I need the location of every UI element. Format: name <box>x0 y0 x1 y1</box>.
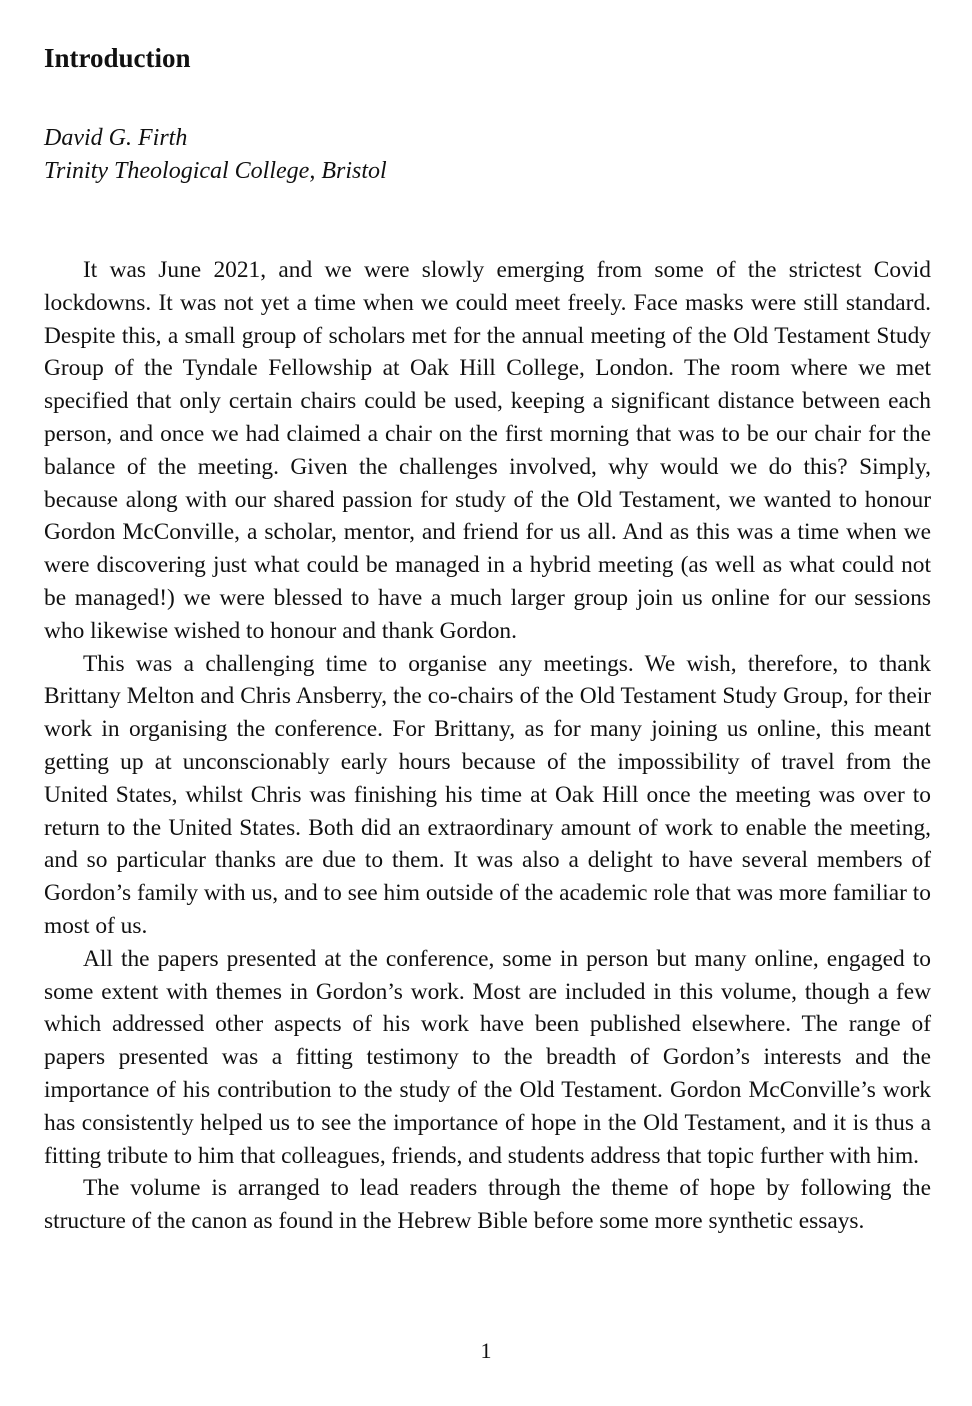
body-text <box>44 254 931 1238</box>
paragraph: All the papers presented at the conference, some in person but many online, engaged to some extent with themes in Gordon’s work. Most are included in this volume, though a few which addressed other aspects of his work have been published elsewhere. The range of papers presented was a fitting testimony to the breadth of Gordon’s interests and the importance of his contribution to the study of the Old Testament. Gordon McConville’s work has consistently helped us to see the importance of hope in the Old Testament, and it is thus a fitting tribute to him that colleagues, friends, and students address that topic further with him. <box>44 945 931 1169</box>
author-name: David G. Firth <box>44 125 188 151</box>
chapter-title: Introduction <box>44 43 191 73</box>
author-affiliation: Trinity Theological College, Bristol <box>44 158 387 184</box>
paragraph: This was a challenging time to organise any meetings. We wish, therefore, to thank Brittany Melton and Chris Ansberry, the co-chairs of the Old Testament Study Group, for their work in organising the conference. For Brittany, as for many joining us online, this meant getting up at unconscionably early hours because of the impossibility of travel from the United States, whilst Chris was finishing his time at Oak Hill once the meeting was over to return to the United States. Both did an extraordinary amount of work to enable the meeting, and so particular thanks are due to them. It was also a delight to have several members of Gordon’s family with us, and to see him outside of the academic role that was more familiar to most of us. <box>44 650 931 939</box>
paragraph: The volume is arranged to lead readers through the theme of hope by following the structure of the canon as found in the Hebrew Bible before some more synthetic essays. <box>44 1175 931 1235</box>
page-number: 1 <box>480 1338 492 1363</box>
author-block <box>44 122 387 188</box>
paragraph: It was June 2021, and we were slowly emerging from some of the strictest Covid lockdowns. It was not yet a time when we could meet freely. Face masks were still standard. Despite this, a small group of scholars met for the annual meeting of the Old Testament Study Group of the Tyndale Fellowship at Oak Hill College, London. The room where we met specified that only certain chairs could be used, keeping a significant distance between each person, and once we had claimed a chair on the first morning that was to be our chair for the balance of the meeting. Given the challenges involved, why would we do this? Simply, because along with our shared passion for study of the Old Testament, we wanted to honour Gordon McConville, a scholar, mentor, and friend for us all. And as this was a time when we were discovering just what could be managed in a hybrid meeting (as well as what could not be managed!) we were blessed to have a much larger group join us online for our sessions who likewise wished to honour and thank Gordon. <box>44 257 931 644</box>
